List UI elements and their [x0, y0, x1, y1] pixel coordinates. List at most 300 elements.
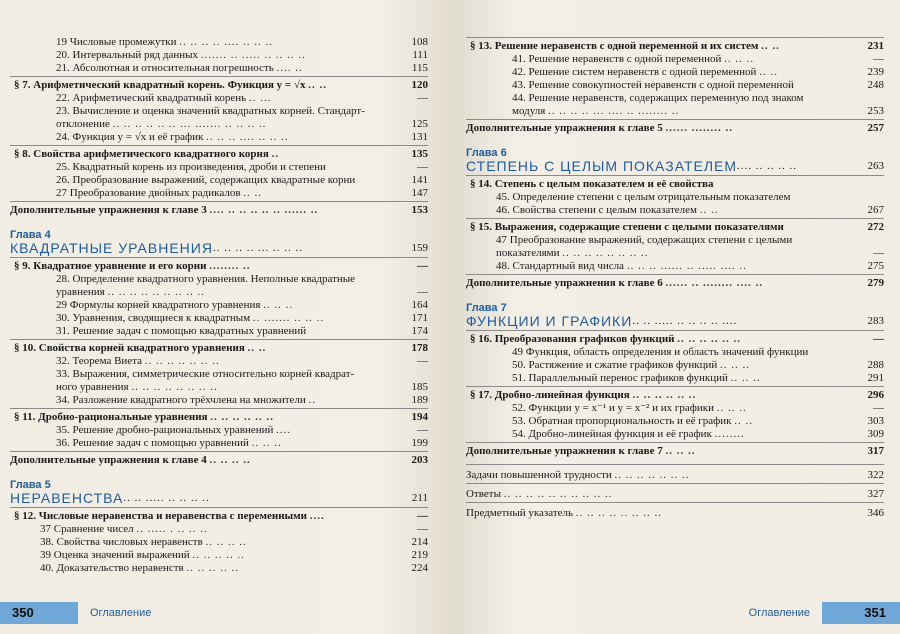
- left-footer: [0, 602, 163, 624]
- entry-title: уравнения: [56, 286, 105, 298]
- section-rule: [10, 408, 428, 409]
- leader-dots: .. .. ..: [251, 437, 282, 449]
- page-number: —: [417, 523, 428, 535]
- entry-text: [10, 161, 404, 174]
- footer-page-number: 350: [0, 602, 78, 624]
- leader-dots: .. .. ..: [716, 402, 747, 414]
- right-footer: [737, 602, 900, 624]
- entry-title: 29 Формулы корней квадратного уравнения: [56, 299, 261, 311]
- entry-text: [466, 333, 860, 346]
- page-number: —: [417, 355, 428, 367]
- leader-dots: .. .. ..: [720, 359, 751, 371]
- toc-section-entry: [10, 411, 428, 424]
- toc-entry: [10, 174, 428, 187]
- chapter-6-heading: [466, 147, 884, 174]
- entry-title: § 15. Выражения, содержащие степени с целыми показателями: [470, 221, 784, 233]
- entry-text: [10, 273, 404, 286]
- section-rule: [466, 330, 884, 331]
- toc-misc-entry: [466, 488, 884, 501]
- section-rule: [10, 451, 428, 452]
- section-rule: [466, 464, 884, 465]
- entry-text: [10, 131, 404, 144]
- toc-entry: [466, 66, 884, 79]
- leader-dots: ...... ........ ..: [665, 122, 733, 134]
- leader-dots: .. .. .. .. .. .. .. ..: [562, 247, 649, 259]
- entry-text: [10, 49, 404, 62]
- section-rule: [10, 339, 428, 340]
- section-rule: [466, 274, 884, 275]
- page-number: 153: [411, 204, 428, 216]
- entry-title: § 8. Свойства арифметического квадратного корня: [14, 148, 269, 160]
- leader-dots: ....... .. ..... .. .. .. ..: [200, 49, 306, 61]
- chapter-title: ФУНКЦИИ И ГРАФИКИ: [466, 313, 633, 329]
- toc-entry: [10, 62, 428, 75]
- leader-dots: .. ..... . .. .. ..: [136, 523, 208, 535]
- page-number: 147: [411, 187, 428, 199]
- entry-title: Задачи повышенной трудности: [466, 469, 612, 481]
- leader-dots: .. .. .. .. .. .. ..: [614, 469, 690, 481]
- entry-title: 21. Абсолютная и относительная погрешность: [56, 62, 274, 74]
- leader-dots: .. ..: [247, 342, 267, 354]
- toc-extra-entry: [466, 445, 884, 458]
- leader-dots: .. .. .. .. ... .... .. ........ ..: [548, 105, 680, 117]
- page-number: —: [873, 333, 884, 345]
- section-rule: [466, 442, 884, 443]
- toc-entry: [466, 428, 884, 441]
- entry-text: [466, 488, 860, 501]
- entry-text: [10, 92, 404, 105]
- toc-entry: [10, 118, 428, 131]
- entry-title: § 14. Степень с целым показателем и её свойства: [470, 178, 714, 190]
- page-number: 272: [867, 221, 884, 233]
- entry-title: § 7. Арифметический квадратный корень. Функция y = √x: [14, 79, 306, 91]
- entry-text: [10, 260, 404, 273]
- page-number: 283: [867, 315, 884, 327]
- section-rule: [466, 483, 884, 484]
- page-number: 141: [411, 174, 428, 186]
- entry-title: 45. Определение степени с целым отрицательным показателем: [496, 191, 791, 203]
- entry-text: [10, 299, 404, 312]
- entry-text: [466, 204, 860, 217]
- toc-extra-entry: [466, 277, 884, 290]
- entry-text: [466, 389, 860, 402]
- entry-text: [10, 325, 404, 338]
- entry-text: [466, 428, 860, 441]
- section-rule: [466, 37, 884, 38]
- toc-entry: [466, 92, 884, 105]
- toc-entry: [466, 372, 884, 385]
- entry-title: § 10. Свойства корней квадратного уравнения: [14, 342, 245, 354]
- leader-dots: .. .. .. ..: [205, 536, 247, 548]
- entry-title: ного уравнения: [56, 381, 129, 393]
- entry-title: отклонение: [56, 118, 110, 130]
- toc-entry: [10, 187, 428, 200]
- section-rule: [10, 257, 428, 258]
- section-rule: [10, 201, 428, 202]
- toc-section-entry: [466, 178, 884, 191]
- entry-text: [466, 40, 860, 53]
- page-number: 211: [411, 492, 428, 504]
- leader-dots: .... ..: [276, 62, 303, 74]
- entry-title: 48. Стандартный вид числа: [496, 260, 625, 272]
- entry-text: [10, 536, 404, 549]
- toc-section-entry: [10, 148, 428, 161]
- entry-text: [466, 79, 860, 92]
- leader-dots: .. ..: [759, 66, 778, 78]
- chapter-7-heading: [466, 302, 884, 329]
- leader-dots: .. .. .. .. ..: [186, 562, 239, 574]
- entry-title: 19 Числовые промежутки: [56, 36, 177, 48]
- toc-entry: [10, 381, 428, 394]
- entry-title: модуля: [512, 105, 546, 117]
- entry-title: 25. Квадратный корень из произведения, дроби и степени: [56, 161, 326, 173]
- toc-misc-entry: [466, 469, 884, 482]
- page-number: 253: [867, 105, 884, 117]
- page-number: 189: [411, 394, 428, 406]
- toc-entry: [466, 346, 884, 359]
- page-number: 248: [867, 79, 884, 91]
- page-number: 171: [411, 312, 428, 324]
- leader-dots: .. .. .. .. ..: [192, 549, 245, 561]
- entry-title: 38. Свойства числовых неравенств: [40, 536, 203, 548]
- toc-entry: [10, 549, 428, 562]
- entry-text: [466, 469, 860, 482]
- entry-text: [10, 549, 404, 562]
- toc-entry: [466, 402, 884, 415]
- page-number: 135: [411, 148, 428, 160]
- entry-text: [466, 359, 860, 372]
- chapter-label: Глава 6: [466, 147, 507, 159]
- page-number: 346: [867, 507, 884, 519]
- page-number: 178: [411, 342, 428, 354]
- toc-extra-entry: [10, 454, 428, 467]
- entry-title: 50. Растяжение и сжатие графиков функций: [512, 359, 718, 371]
- page-number: —: [873, 402, 884, 414]
- entry-title: 46. Свойства степени с целым показателем: [496, 204, 697, 216]
- leader-dots: .. .. .. .. .. ..: [210, 411, 275, 423]
- page-number: 159: [411, 242, 428, 254]
- leader-dots: .. .. ..: [263, 299, 294, 311]
- section-rule: [466, 502, 884, 503]
- entry-title: 37 Сравнение чисел: [40, 523, 134, 535]
- leader-dots: .. .. .. ..: [209, 454, 251, 466]
- page-number: 296: [867, 389, 884, 401]
- entry-title: 41. Решение неравенств с одной переменной: [512, 53, 722, 65]
- toc-entry: [10, 523, 428, 536]
- page-number: 309: [867, 428, 884, 440]
- toc-extra-entry: [466, 122, 884, 135]
- toc-entry: [10, 355, 428, 368]
- entry-title: 54. Дробно-линейная функция и её график: [512, 428, 712, 440]
- leader-dots: .... .. .. .. .. .. ...... ..: [209, 204, 319, 216]
- entry-title: 23. Вычисление и оценка значений квадратных корней. Стандарт-: [56, 105, 365, 117]
- entry-text: [10, 174, 404, 187]
- entry-text: [466, 277, 860, 290]
- entry-text: [466, 445, 860, 458]
- toc-entry: [466, 191, 884, 204]
- toc-entry: [10, 437, 428, 450]
- page-number: —: [417, 260, 428, 272]
- entry-title: 27 Преобразование двойных радикалов: [56, 187, 241, 199]
- leader-dots: .. ..: [734, 415, 753, 427]
- toc-section-entry: [10, 342, 428, 355]
- leader-dots: ........ ..: [209, 260, 251, 272]
- entry-text: [10, 118, 404, 131]
- right-page: [450, 0, 900, 634]
- entry-text: [466, 122, 860, 135]
- chapter-label: Глава 7: [466, 302, 507, 314]
- entry-title: 33. Выражения, симметрические относительно корней квадрат-: [56, 368, 355, 380]
- page-number: —: [417, 92, 428, 104]
- entry-text: [466, 191, 860, 204]
- chapter-title: НЕРАВЕНСТВА: [10, 490, 124, 506]
- entry-text: [466, 92, 860, 105]
- entry-text: [10, 36, 404, 49]
- leader-dots: .. .. .. .. .. .. ..: [144, 355, 220, 367]
- leader-dots: .. .. .. .. ... .. .. ..: [212, 242, 303, 254]
- entry-title: 28. Определение квадратного уравнения. Неполные квадратные: [56, 273, 356, 285]
- entry-title: 30. Уравнения, сводящиеся к квадратным: [56, 312, 251, 324]
- entry-text: [10, 368, 404, 381]
- entry-title: 43. Решение совокупностей неравенств с одной переменной: [512, 79, 794, 91]
- leader-dots: .. .. .. .... .. .. ..: [206, 131, 289, 143]
- right-toc-column: [466, 36, 884, 520]
- footer-page-number: 351: [822, 602, 900, 624]
- entry-text: [10, 312, 404, 325]
- page-number: 322: [867, 469, 884, 481]
- page-number: 303: [867, 415, 884, 427]
- page-number: 115: [411, 62, 428, 74]
- page-number: 203: [411, 454, 428, 466]
- entry-title: 39 Оценка значений выражений: [40, 549, 190, 561]
- entry-title: 42. Решение систем неравенств с одной переменной: [512, 66, 757, 78]
- entry-text: [10, 148, 404, 161]
- entry-text: [10, 187, 404, 200]
- entry-text: [466, 507, 860, 520]
- page-number: 164: [411, 299, 428, 311]
- entry-text: [10, 523, 404, 536]
- toc-entry: [10, 105, 428, 118]
- page-number: 267: [867, 204, 884, 216]
- entry-text: [10, 424, 404, 437]
- page-number: 199: [411, 437, 428, 449]
- page-number: 231: [867, 40, 884, 52]
- leader-dots: .. ..: [761, 40, 780, 52]
- entry-title: § 9. Квадратное уравнение и его корни: [14, 260, 207, 272]
- toc-section-entry: [10, 510, 428, 523]
- entry-title: Дополнительные упражнения к главе 7: [466, 445, 663, 457]
- toc-entry: [10, 131, 428, 144]
- entry-text: [10, 562, 404, 575]
- entry-title: 51. Параллельный перенос графиков функций: [512, 372, 728, 384]
- entry-text: [10, 355, 404, 368]
- leader-dots: .. .. .. .. .. ..: [677, 333, 742, 345]
- toc-entry: [466, 79, 884, 92]
- section-rule: [10, 507, 428, 508]
- section-rule: [466, 386, 884, 387]
- toc-entry: [466, 260, 884, 273]
- toc-entry: [466, 204, 884, 217]
- entry-text: [466, 66, 860, 79]
- toc-section-entry: [10, 79, 428, 92]
- entry-text: [466, 105, 860, 118]
- entry-title: § 17. Дробно-линейная функция: [470, 389, 630, 401]
- leader-dots: ..: [271, 148, 280, 160]
- toc-entry: [10, 286, 428, 299]
- leader-dots: ....: [309, 510, 325, 522]
- entry-title: Дополнительные упражнения к главе 6: [466, 277, 663, 289]
- page-number: 131: [411, 131, 428, 143]
- entry-text: [10, 454, 404, 467]
- toc-entry: [10, 92, 428, 105]
- chapter-title: СТЕПЕНЬ С ЦЕЛЫМ ПОКАЗАТЕЛЕМ: [466, 158, 738, 174]
- entry-text: [466, 260, 860, 273]
- toc-entry: [10, 536, 428, 549]
- toc-entry: [466, 105, 884, 118]
- entry-text: [466, 247, 860, 260]
- section-rule: [10, 76, 428, 77]
- toc-section-entry: [10, 260, 428, 273]
- leader-dots: .. .. .. .. .. .. .. ..: [131, 381, 218, 393]
- section-rule: [466, 218, 884, 219]
- toc-section-entry: [466, 221, 884, 234]
- entry-title: 35. Решение дробно-рациональных уравнений: [56, 424, 274, 436]
- entry-title: 40. Доказательство неравенств: [40, 562, 184, 574]
- leader-dots: ........: [714, 428, 745, 440]
- section-rule: [466, 119, 884, 120]
- entry-text: [466, 402, 860, 415]
- entry-title: 26. Преобразование выражений, содержащих квадратные корни: [56, 174, 356, 186]
- toc-entry: [10, 562, 428, 575]
- entry-text: [466, 221, 860, 234]
- chapter-label: Глава 5: [10, 479, 51, 491]
- toc-entry: [466, 53, 884, 66]
- chapter-label: Глава 4: [10, 229, 51, 241]
- leader-dots: ...... .. ........ .... ..: [665, 277, 763, 289]
- leader-dots: .. .. ..... .. .. .. .. ....: [632, 315, 738, 327]
- page-number: 239: [867, 66, 884, 78]
- entry-text: [466, 346, 860, 359]
- page-number: —: [417, 161, 428, 173]
- entry-text: [466, 372, 860, 385]
- entry-title: 32. Теорема Виета: [56, 355, 143, 367]
- section-rule: [10, 145, 428, 146]
- toc-entry: [466, 359, 884, 372]
- toc-entry: [10, 368, 428, 381]
- leader-dots: ....: [276, 424, 292, 436]
- page-number: 125: [411, 118, 428, 130]
- chapter-5-heading: [10, 479, 428, 506]
- entry-title: Ответы: [466, 488, 501, 500]
- leader-dots: .. .. .. .. .. ..: [632, 389, 697, 401]
- leader-dots: .... .. .. .. ..: [737, 160, 798, 172]
- page-number: —: [417, 510, 428, 522]
- page-number: 288: [867, 359, 884, 371]
- entry-title: Дополнительные упражнения к главе 3: [10, 204, 207, 216]
- leader-dots: .. ...: [248, 92, 272, 104]
- entry-text: [10, 79, 404, 92]
- page-number: 194: [411, 411, 428, 423]
- entry-text: [10, 204, 404, 217]
- page-number: —: [873, 53, 884, 65]
- toc-entry: [10, 312, 428, 325]
- entry-title: 47 Преобразование выражений, содержащих степени с целыми: [496, 234, 793, 246]
- toc-entry: [10, 161, 428, 174]
- page-number: 214: [411, 536, 428, 548]
- entry-title: 20. Интервальный ряд данных: [56, 49, 199, 61]
- entry-title: 24. Функция y = √x и её график: [56, 131, 204, 143]
- toc-extra-entry: [10, 204, 428, 217]
- toc-entry: [10, 325, 428, 338]
- toc-entry: [10, 273, 428, 286]
- page-number: 317: [867, 445, 884, 457]
- toc-entry: [466, 247, 884, 260]
- entry-title: 53. Обратная пропорциональность и её график: [512, 415, 732, 427]
- leader-dots: ..: [308, 394, 317, 406]
- entry-text: [466, 234, 860, 247]
- entry-title: 36. Решение задач с помощью уравнений: [56, 437, 249, 449]
- page-number: 111: [412, 49, 428, 61]
- entry-text: [466, 415, 860, 428]
- leader-dots: .. .. ..: [665, 445, 696, 457]
- leader-dots: .. ..: [243, 187, 263, 199]
- entry-text: [466, 53, 860, 66]
- entry-text: [10, 286, 404, 299]
- entry-title: § 12. Числовые неравенства и неравенства с переменными: [14, 510, 307, 522]
- page-number: 224: [411, 562, 428, 574]
- page-number: —: [417, 286, 428, 298]
- leader-dots: .. .. ..: [730, 372, 761, 384]
- entry-text: [10, 105, 404, 118]
- page-number: 120: [411, 79, 428, 91]
- leader-dots: .. .. .. .. .. .. ... ....... .. .. .. ..: [112, 118, 267, 130]
- leader-dots: .. .. .. ...... .. ..... .... ..: [626, 260, 747, 272]
- leader-dots: .. .. ..: [724, 53, 755, 65]
- toc-entry: [466, 415, 884, 428]
- section-rule: [466, 175, 884, 176]
- entry-title: Дополнительные упражнения к главе 5: [466, 122, 663, 134]
- leader-dots: .. .. .. .. .. .. .. .. .. ..: [503, 488, 613, 500]
- toc-entry: [466, 234, 884, 247]
- entry-title: 31. Решение задач с помощью квадратных уравнений: [56, 325, 307, 337]
- page-number: 219: [411, 549, 428, 561]
- entry-title: 34. Разложение квадратного трёхчлена на множители: [56, 394, 306, 406]
- entry-title: 49 Функция, область определения и область значений функции: [512, 346, 809, 358]
- toc-misc-entry: [466, 507, 884, 520]
- entry-title: 44. Решение неравенств, содержащих переменную под знаком: [512, 92, 804, 104]
- page-number: —: [873, 247, 884, 259]
- footer-title: Оглавление: [90, 607, 152, 619]
- leader-dots: .. .. ..... .. .. .. ..: [123, 492, 210, 504]
- chapter-4-heading: [10, 229, 428, 256]
- entry-title: 22. Арифметический квадратный корень: [56, 92, 247, 104]
- page-number: 327: [867, 488, 884, 500]
- leader-dots: .. .. .. .. .... .. .. ..: [179, 36, 274, 48]
- entry-text: [10, 437, 404, 450]
- entry-title: § 11. Дробно-рациональные уравнения: [14, 411, 208, 423]
- entry-title: 52. Функции y = x⁻¹ и y = x⁻² и их графики: [512, 402, 714, 414]
- chapter-title: КВАДРАТНЫЕ УРАВНЕНИЯ: [10, 240, 213, 256]
- page-number: 185: [411, 381, 428, 393]
- page-number: —: [417, 424, 428, 436]
- toc-entry: [10, 49, 428, 62]
- entry-text: [10, 411, 404, 424]
- toc-entry: [10, 424, 428, 437]
- entry-text: [10, 381, 404, 394]
- page-number: 174: [411, 325, 428, 337]
- toc-section-entry: [466, 389, 884, 402]
- toc-entry: [10, 299, 428, 312]
